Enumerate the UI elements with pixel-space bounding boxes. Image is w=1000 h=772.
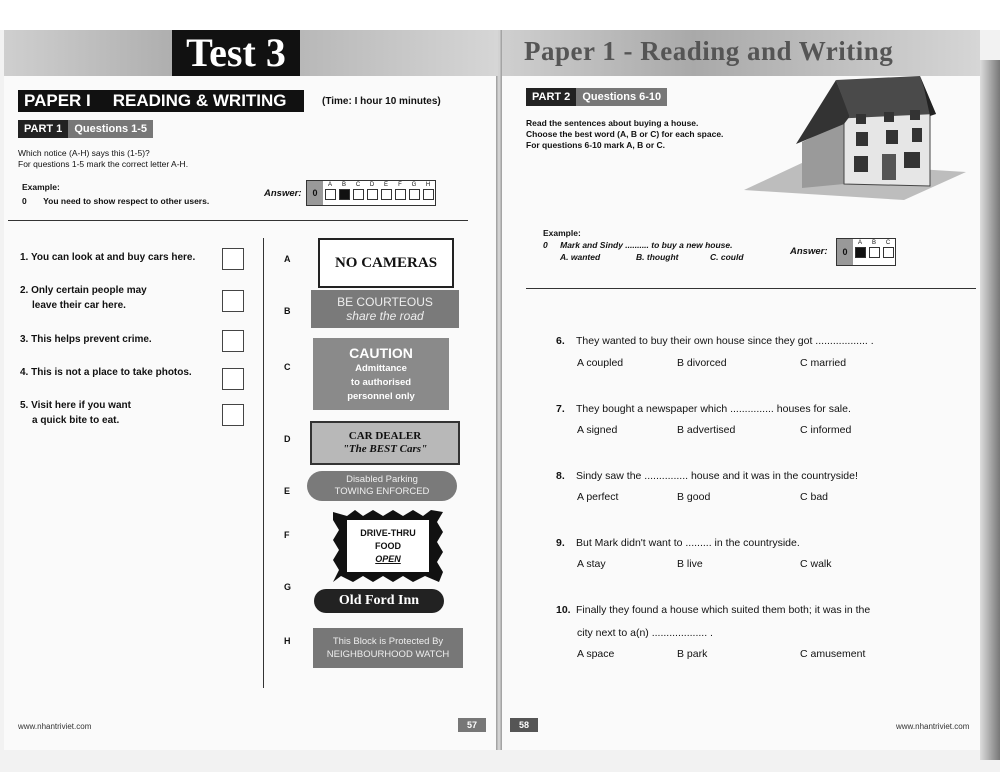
question-text: They wanted to buy their own house since they got .................. . xyxy=(576,335,874,347)
notice-d-car-dealer xyxy=(310,421,460,465)
answer-label-right: Answer: xyxy=(790,246,828,257)
answer-cell xyxy=(337,181,351,205)
answer-box-q4[interactable] xyxy=(222,368,244,390)
answer-box[interactable] xyxy=(381,189,392,200)
answer-letter: B xyxy=(871,240,876,246)
question-text: Sindy saw the ............... house and it was in the countryside! xyxy=(576,470,858,482)
notice-h-neighbourhood-watch xyxy=(313,628,463,668)
answer-box[interactable] xyxy=(325,189,336,200)
notice-text: Old Ford Inn xyxy=(338,593,420,608)
notice-letter: E xyxy=(284,486,291,496)
question-5 xyxy=(20,398,131,428)
question-text: a quick bite to eat. xyxy=(32,415,120,426)
notice-letter: G xyxy=(284,582,292,592)
answer-box[interactable] xyxy=(367,189,378,200)
answer-letter: B xyxy=(341,182,346,188)
example-text: Mark and Sindy .......... to buy a new house. xyxy=(560,240,733,250)
right-header-title: Paper 1 - Reading and Writing xyxy=(524,36,894,66)
answer-cell xyxy=(407,181,421,205)
notice-text: CAR DEALER xyxy=(348,430,422,442)
instruction-line: Read the sentences about buying a house. xyxy=(526,118,699,128)
part-1-instructions xyxy=(18,148,188,170)
question-text: 2. Only certain people may xyxy=(20,285,147,296)
answer-letter: F xyxy=(398,182,402,188)
answer-box-q3[interactable] xyxy=(222,330,244,352)
answer-box-filled[interactable] xyxy=(855,247,866,258)
question-text: 1. You can look at and buy cars here. xyxy=(20,252,196,263)
footer-right: www.nhantriviet.com xyxy=(896,722,970,731)
answer-box-q2[interactable] xyxy=(222,290,244,312)
answer-box-q5[interactable] xyxy=(222,404,244,426)
part-1-number: PART 1 xyxy=(24,123,63,135)
part-2-label xyxy=(526,88,667,106)
page-edge xyxy=(980,60,1000,760)
option-c[interactable]: C informed xyxy=(800,424,852,436)
instruction-line: For questions 1-5 mark the correct letter A-H. xyxy=(18,159,189,169)
paper-name: READING & WRITING xyxy=(112,91,287,110)
example-options xyxy=(560,252,760,263)
question-6 xyxy=(556,334,874,348)
option-c[interactable]: C walk xyxy=(800,558,832,570)
answer-letter: E xyxy=(383,182,388,188)
answer-box-q1[interactable] xyxy=(222,248,244,270)
answer-cell xyxy=(351,181,365,205)
question-2 xyxy=(20,283,147,313)
answer-box[interactable] xyxy=(869,247,880,258)
answer-letter: A xyxy=(857,240,862,246)
paper-title xyxy=(18,90,304,112)
notice-text: Disabled Parking xyxy=(346,474,418,485)
example-option: C. could xyxy=(710,252,744,262)
notice-a-no-cameras xyxy=(318,238,454,288)
answer-cell xyxy=(853,239,867,265)
answer-box[interactable] xyxy=(883,247,894,258)
answer-cell xyxy=(393,181,407,205)
notice-text: Admittance xyxy=(355,363,407,374)
notice-text: to authorised xyxy=(350,377,412,388)
answer-grid xyxy=(306,180,436,206)
footer-left: www.nhantriviet.com xyxy=(18,722,92,731)
example-option: A. wanted xyxy=(560,252,601,262)
question-number: 10. xyxy=(556,604,571,616)
book-spine xyxy=(496,30,502,750)
answer-box[interactable] xyxy=(353,189,364,200)
drive-thru-text xyxy=(347,520,429,572)
option-b[interactable]: B park xyxy=(677,648,708,660)
question-10 xyxy=(556,603,870,617)
question-7 xyxy=(556,402,851,416)
option-a[interactable]: A perfect xyxy=(577,491,619,503)
notice-c-caution xyxy=(313,338,449,410)
question-text: leave their car here. xyxy=(32,300,126,311)
notice-b-be-courteous xyxy=(311,290,459,328)
notice-title: CAUTION xyxy=(349,345,413,361)
notice-text: TOWING ENFORCED xyxy=(334,486,430,497)
answer-box[interactable] xyxy=(395,189,406,200)
option-b[interactable]: B divorced xyxy=(677,357,727,369)
paper-number: PAPER I xyxy=(24,91,91,110)
notice-e-disabled-parking xyxy=(307,471,457,501)
question-9 xyxy=(556,536,800,550)
notice-letter: B xyxy=(284,306,291,316)
notice-letter: D xyxy=(284,434,291,444)
notice-letter: C xyxy=(284,362,291,372)
example-row xyxy=(22,196,209,207)
answer-letter: A xyxy=(327,182,332,188)
question-4 xyxy=(20,365,192,380)
part-2-instructions xyxy=(526,118,723,151)
question-text: 4. This is not a place to take photos. xyxy=(20,367,192,378)
example-number: 0 xyxy=(543,240,548,250)
example-label-right: Example: xyxy=(543,228,581,238)
column-divider xyxy=(263,238,264,688)
example-option: B. thought xyxy=(636,252,679,262)
question-8 xyxy=(556,469,858,483)
notice-letter: H xyxy=(284,636,291,646)
notice-f-drive-thru xyxy=(333,510,443,582)
question-text: Finally they found a house which suited them both; it was in the xyxy=(576,604,871,616)
answer-box-filled[interactable] xyxy=(339,189,350,200)
question-1 xyxy=(20,250,195,265)
option-a[interactable]: A space xyxy=(577,648,615,660)
option-c[interactable]: C married xyxy=(800,357,847,369)
answer-label: Answer: xyxy=(264,188,302,199)
part-1-label xyxy=(18,120,153,138)
question-text: 5. Visit here if you want xyxy=(20,400,131,411)
answer-zero: 0 xyxy=(307,181,323,205)
notice-text: share the road xyxy=(346,309,424,323)
option-b[interactable]: B good xyxy=(677,491,711,503)
option-a[interactable]: A signed xyxy=(577,424,618,436)
test-title: Test 3 xyxy=(172,30,300,76)
divider xyxy=(8,220,468,221)
question-10-line2: city next to a(n) ................... . xyxy=(577,627,713,639)
question-number: 8. xyxy=(556,470,565,482)
notice-text: personnel only xyxy=(347,391,415,402)
option-b[interactable]: B advertised xyxy=(677,424,736,436)
answer-cell xyxy=(881,239,895,265)
notice-letter: A xyxy=(284,254,291,264)
option-c[interactable]: C bad xyxy=(800,491,829,503)
question-3 xyxy=(20,332,152,347)
house-illustration xyxy=(744,72,966,200)
page-number-right: 58 xyxy=(510,718,538,732)
answer-letter: D xyxy=(369,182,375,188)
example-label: Example: xyxy=(22,182,60,192)
answer-cell xyxy=(421,181,435,205)
part-2-questions: Questions 6-10 xyxy=(576,88,667,106)
answer-letter: C xyxy=(885,240,891,246)
question-text: 3. This helps prevent crime. xyxy=(20,334,152,345)
notice-text: OPEN xyxy=(375,553,401,564)
notice-text: FOOD xyxy=(375,540,401,551)
answer-letter: H xyxy=(425,182,431,188)
question-number: 7. xyxy=(556,403,565,415)
time-limit: (Time: I hour 10 minutes) xyxy=(322,96,441,107)
page-number-left: 57 xyxy=(458,718,486,732)
notice-text: This Block is Protected By xyxy=(332,636,444,647)
answer-cell xyxy=(323,181,337,205)
answer-box[interactable] xyxy=(423,189,434,200)
option-a[interactable]: A coupled xyxy=(577,357,624,369)
part-2-number: PART 2 xyxy=(532,91,571,103)
question-number: 9. xyxy=(556,537,565,549)
instruction-line: Choose the best word (A, B or C) for each space. xyxy=(526,129,724,139)
answer-box[interactable] xyxy=(409,189,420,200)
divider xyxy=(526,288,976,289)
answer-cell xyxy=(379,181,393,205)
answer-zero: 0 xyxy=(837,239,853,265)
option-a[interactable]: A stay xyxy=(577,558,606,570)
instruction-line: For questions 6-10 mark A, B or C. xyxy=(526,140,666,150)
option-b[interactable]: B live xyxy=(677,558,703,570)
example-row-right xyxy=(543,240,733,251)
question-text: They bought a newspaper which ............... houses for sale. xyxy=(576,403,851,415)
notice-g-old-ford-inn xyxy=(314,589,444,613)
option-c[interactable]: C amusement xyxy=(800,648,866,660)
notice-text: NEIGHBOURHOOD WATCH xyxy=(326,649,450,660)
example-number: 0 xyxy=(22,196,27,206)
question-number: 6. xyxy=(556,335,565,347)
question-text: But Mark didn't want to ......... in the countryside. xyxy=(576,537,800,549)
notice-text: BE COURTEOUS xyxy=(337,295,433,309)
answer-grid-right xyxy=(836,238,896,266)
notice-text: DRIVE-THRU xyxy=(360,527,416,538)
example-text: You need to show respect to other users. xyxy=(43,196,210,206)
part-1-questions: Questions 1-5 xyxy=(68,120,153,138)
notice-text: "The BEST Cars" xyxy=(342,443,428,455)
answer-letter: C xyxy=(355,182,361,188)
instruction-line: Which notice (A-H) says this (1-5)? xyxy=(18,148,150,158)
answer-letter: G xyxy=(411,182,417,188)
notice-text: NO CAMERAS xyxy=(334,254,438,271)
answer-cell xyxy=(365,181,379,205)
answer-cell xyxy=(867,239,881,265)
notice-letter: F xyxy=(284,530,290,540)
